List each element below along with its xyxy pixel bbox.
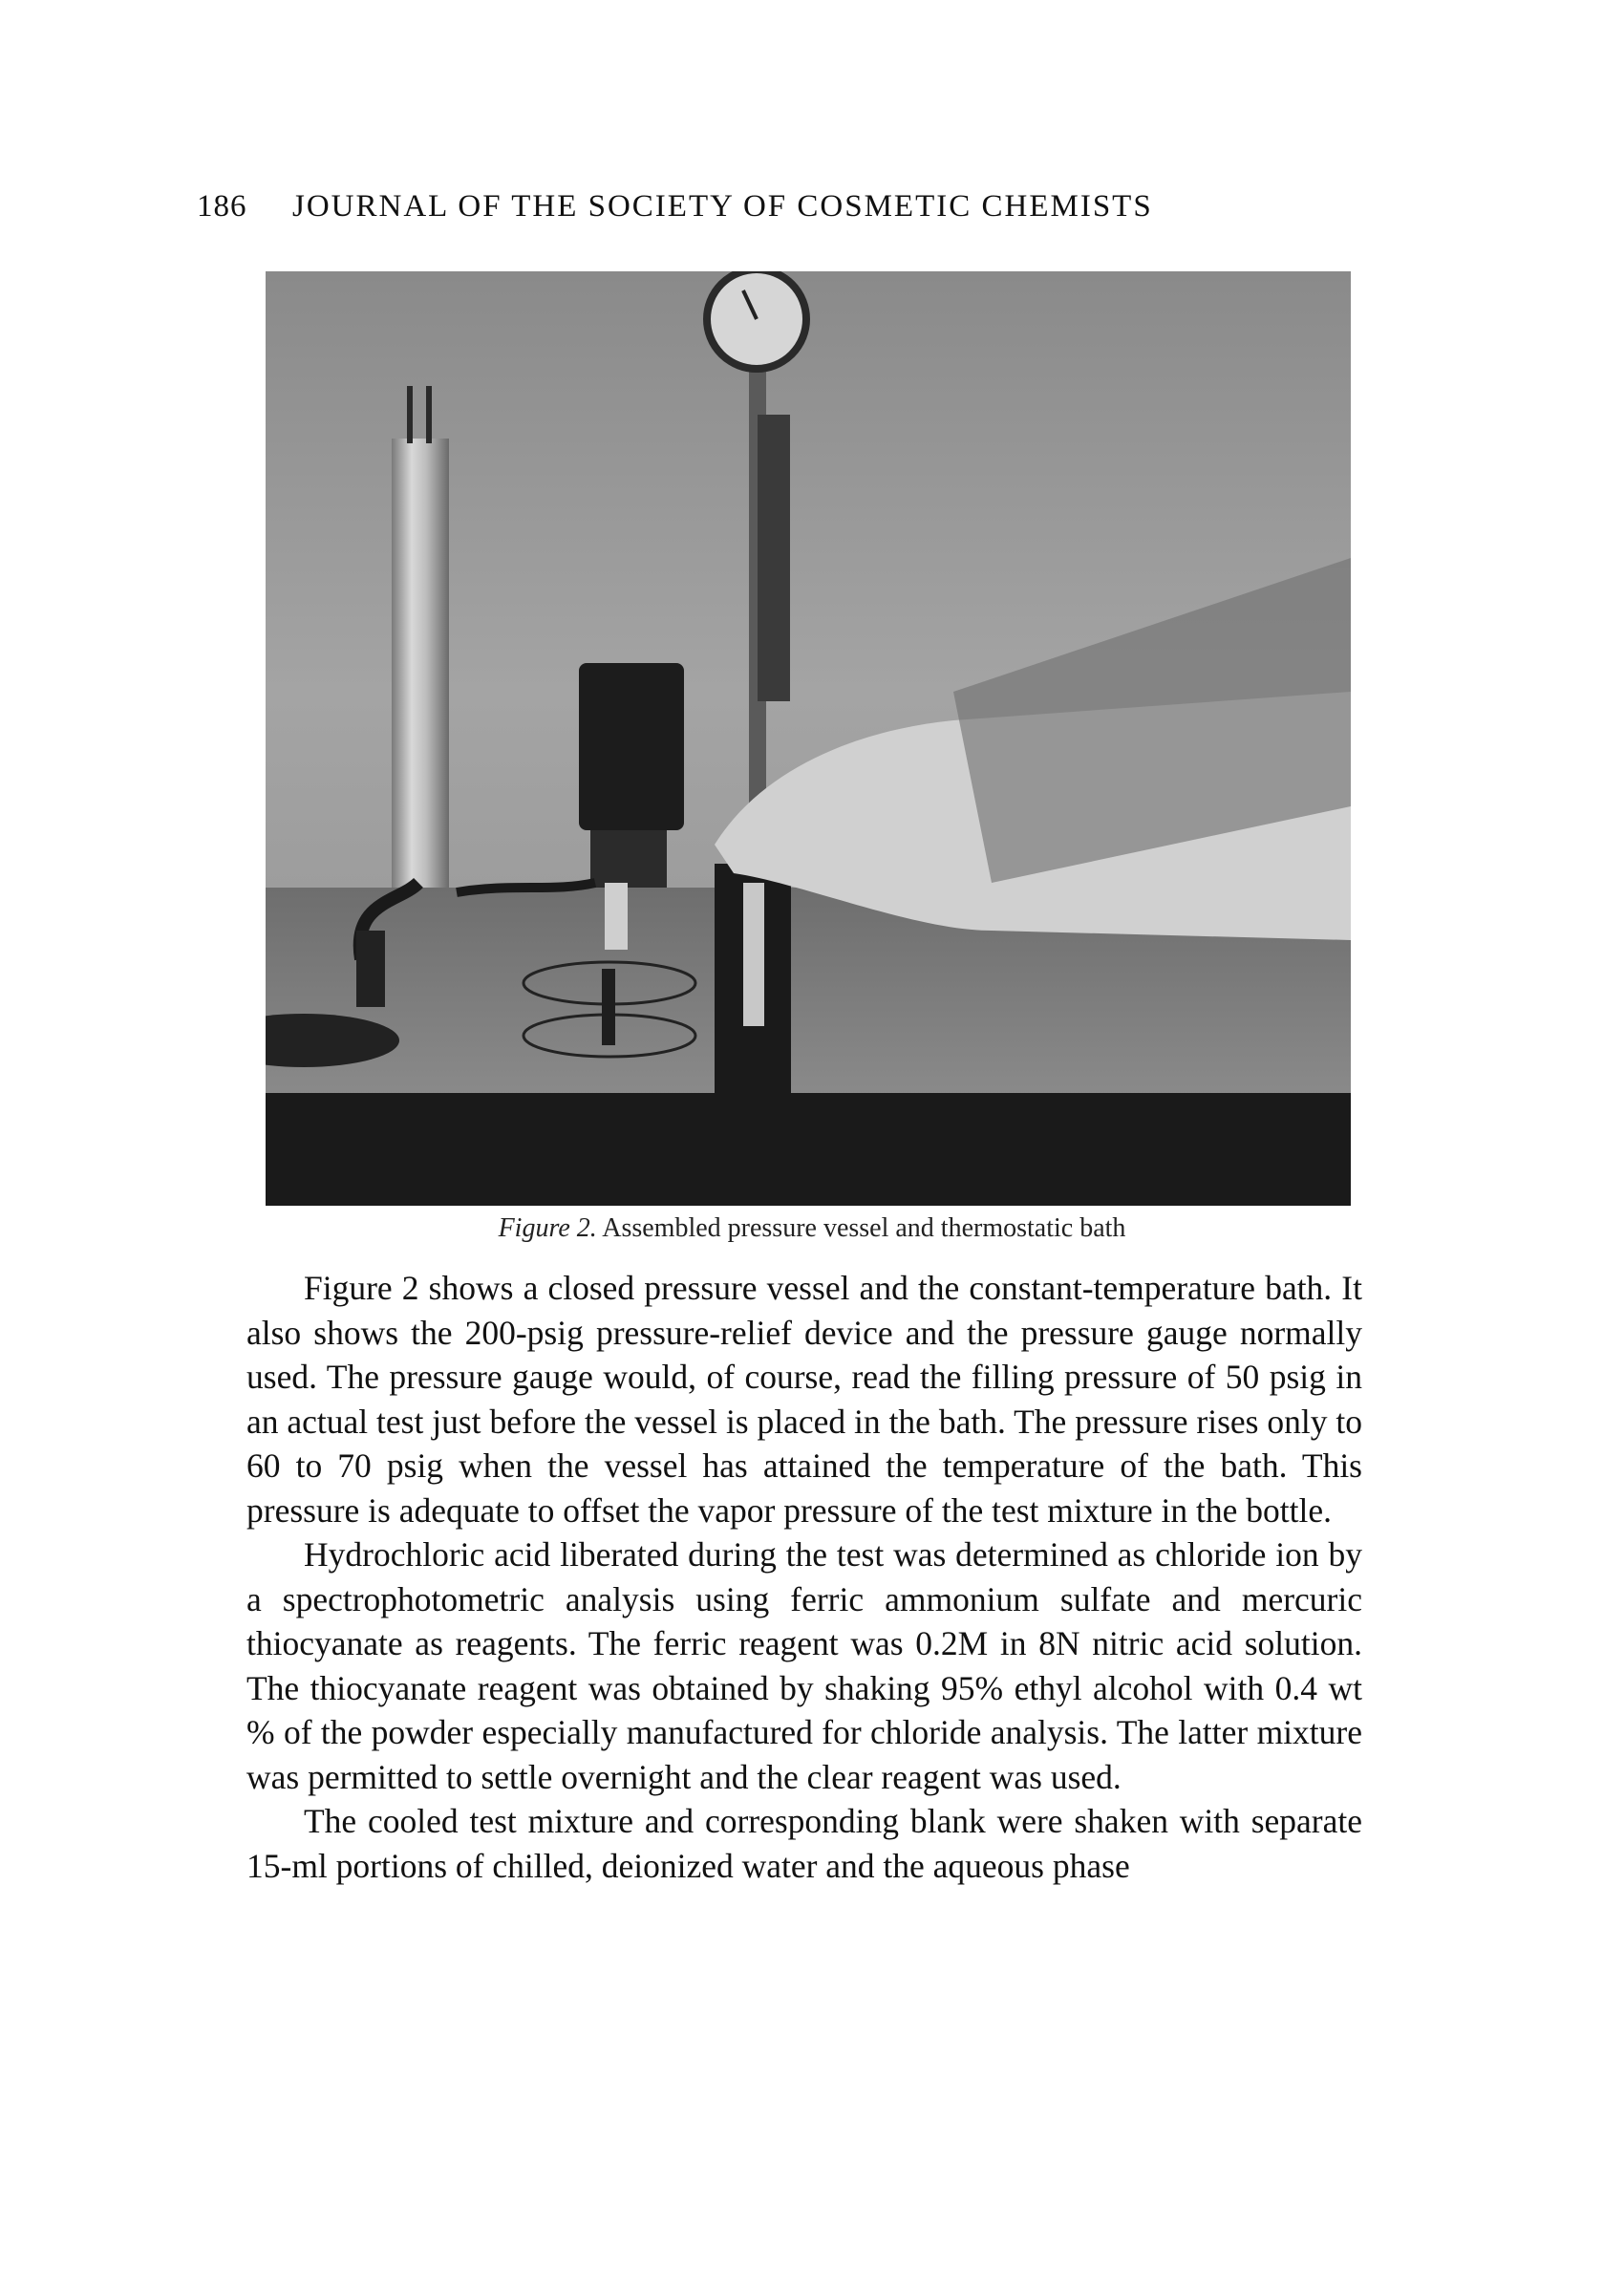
paragraph-1: Figure 2 shows a closed pressure vessel and the constant-temperature bath. It also shows the 200-psig pressure-relief device and the pressure gauge normally used. The pressure gauge would, of course, read the filling pressure of 50 psig in an actual test just before the vessel is placed in the bath. The pressure rises only to 60 to 70 psig when the vessel has attained the temperature of the bath. This pressure is adequate to offset the vapor pressure of the test mixture in the bottle.	[246, 1269, 1362, 1530]
figure-label: Figure 2.	[498, 1213, 597, 1243]
body-text	[246, 1266, 1362, 1888]
running-head	[197, 189, 1343, 227]
stirrer-motor	[579, 663, 684, 830]
photo-illustration	[266, 271, 1351, 1206]
figure-photo	[266, 271, 1351, 1206]
journal-title: JOURNAL OF THE SOCIETY OF COSMETIC CHEMISTS	[292, 189, 1153, 224]
page-number: 186	[197, 189, 247, 224]
figure-caption	[0, 1213, 1624, 1244]
paragraph-3: The cooled test mixture and corresponding blank were shaken with separate 15-ml portions of chilled, deionized water and the aqueous phase	[246, 1802, 1362, 1885]
paragraph-2: Hydrochloric acid liberated during the test was determined as chloride ion by a spectrophotometric analysis using ferric ammonium sulfate and mercuric thiocyanate as reagents. The ferric reagent was 0.2M in 8N nitric acid solution. The thiocyanate reagent was obtained by shaking 95% ethyl alcohol with 0.4 wt % of the powder especially manufactured for chloride analysis. The latter mixture was permitted to settle overnight and the clear reagent was used.	[246, 1535, 1362, 1796]
cylinder-vessel	[392, 439, 449, 888]
pressure-gauge	[707, 271, 806, 369]
figure-caption-text: Assembled pressure vessel and thermostatic bath	[602, 1213, 1126, 1243]
